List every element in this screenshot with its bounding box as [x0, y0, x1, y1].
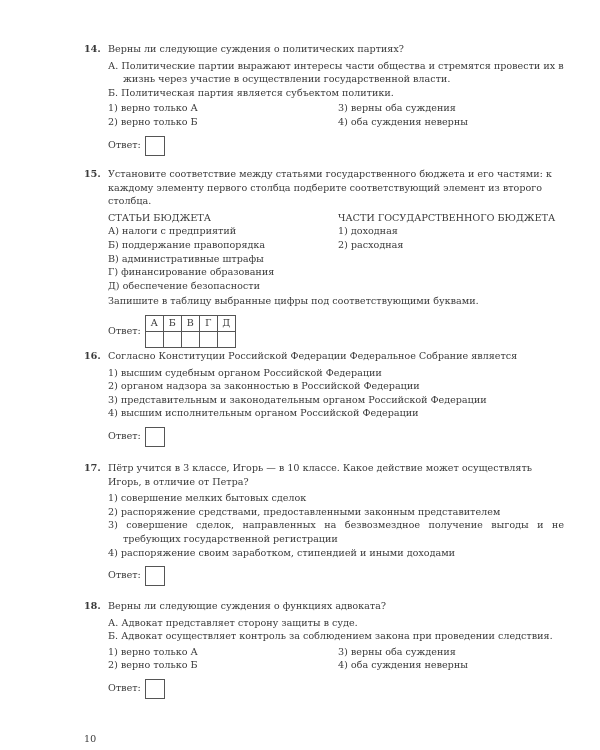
column-header-left: СТАТЬИ БЮДЖЕТА	[108, 212, 212, 224]
table-header: Б	[163, 315, 181, 331]
option-4: 4) оба суждения неверны	[338, 660, 468, 672]
option-1: 1) верно только А	[108, 646, 198, 658]
left-item: В) административные штрафы	[108, 253, 264, 265]
question-text: Верны ли следующие суждения о функциях адвоката?	[108, 601, 387, 612]
answer-box[interactable]	[145, 427, 165, 447]
answer-cell[interactable]	[199, 331, 217, 347]
question-15	[84, 168, 564, 348]
answer-label: Ответ:	[108, 431, 141, 443]
option-2: 2) распоряжение средствами, предоставленными законным представителем	[108, 506, 501, 518]
statement-b: Б. Адвокат осуществляет контроль за соблюдением закона при проведении следствия.	[108, 631, 553, 643]
answer-cell[interactable]	[145, 331, 163, 347]
question-14	[84, 43, 564, 156]
statement-a: А. Адвокат представляет сторону защиты в суде.	[108, 617, 358, 629]
answer-label: Ответ:	[108, 139, 141, 151]
answer-label: Ответ:	[108, 570, 141, 582]
left-item: А) налоги с предприятий	[108, 226, 237, 238]
column-header-right: ЧАСТИ ГОСУДАРСТВЕННОГО БЮДЖЕТА	[338, 212, 556, 224]
option-1: 1) верно только А	[108, 103, 198, 115]
option-3: 3) верны оба суждения	[338, 103, 456, 115]
question-text: Установите соответствие между статьями государственного бюджета и его частями: к каждому элементу первого столбца подберите соответствующий элемент из второго столбца.	[108, 169, 552, 208]
option-2: 2) верно только Б	[108, 116, 198, 128]
table-header: А	[145, 315, 163, 331]
instruction: Запишите в таблицу выбранные цифры под соответствующими буквами.	[108, 296, 479, 308]
option-4: 4) оба суждения неверны	[338, 116, 468, 128]
answer-box[interactable]	[145, 136, 165, 156]
question-number: 15.	[84, 169, 101, 180]
left-item: Г) финансирование образования	[108, 267, 275, 279]
answer-label: Ответ:	[108, 683, 141, 695]
option-2: 2) органом надзора за законностью в Российской Федерации	[108, 381, 420, 393]
question-number: 16.	[84, 351, 101, 362]
question-16	[84, 350, 564, 447]
table-header: В	[181, 315, 199, 331]
option-3: 3) совершение сделок, направленных на безвозмездное получение выгоды и не требующих государственной регистрации	[108, 520, 564, 545]
answer-box[interactable]	[145, 566, 165, 586]
statement-b: Б. Политическая партия является субъектом политики.	[108, 87, 394, 99]
answer-label: Ответ:	[108, 325, 141, 337]
left-item: Д) обеспечение безопасности	[108, 280, 260, 292]
question-text: Согласно Конституции Российской Федерации Федеральное Собрание является	[108, 351, 518, 362]
answer-cell[interactable]	[163, 331, 181, 347]
question-text: Пётр учится в 3 классе, Игорь — в 10 классе. Какое действие может осуществлять Игорь, в отличие от Петра?	[108, 463, 532, 488]
answer-cell[interactable]	[217, 331, 235, 347]
question-number: 17.	[84, 463, 101, 474]
table-header: Д	[217, 315, 235, 331]
option-4: 4) высшим исполнительным органом Российской Федерации	[108, 408, 419, 420]
question-text: Верны ли следующие суждения о политических партиях?	[108, 44, 404, 55]
answer-table	[145, 315, 236, 348]
right-item: 2) расходная	[338, 239, 404, 251]
question-18	[84, 600, 564, 699]
answer-cell[interactable]	[181, 331, 199, 347]
left-item: Б) поддержание правопорядка	[108, 239, 266, 251]
answer-box[interactable]	[145, 679, 165, 699]
statement-a: А. Политические партии выражают интересы части общества и стремятся провести их в жизнь через участие в осуществлении государственной власти.	[108, 60, 564, 86]
table-header: Г	[199, 315, 217, 331]
question-number: 14.	[84, 44, 101, 55]
page-number: 10	[84, 734, 97, 745]
question-17	[84, 462, 564, 586]
option-1: 1) высшим судебным органом Российской Федерации	[108, 367, 382, 379]
option-4: 4) распоряжение своим заработком, стипендией и иными доходами	[108, 547, 456, 559]
right-item: 1) доходная	[338, 226, 398, 238]
question-number: 18.	[84, 601, 101, 612]
option-3: 3) представительным и законодательным органом Российской Федерации	[108, 394, 487, 406]
option-1: 1) совершение мелких бытовых сделок	[108, 493, 307, 505]
option-3: 3) верны оба суждения	[338, 646, 456, 658]
option-2: 2) верно только Б	[108, 660, 198, 672]
